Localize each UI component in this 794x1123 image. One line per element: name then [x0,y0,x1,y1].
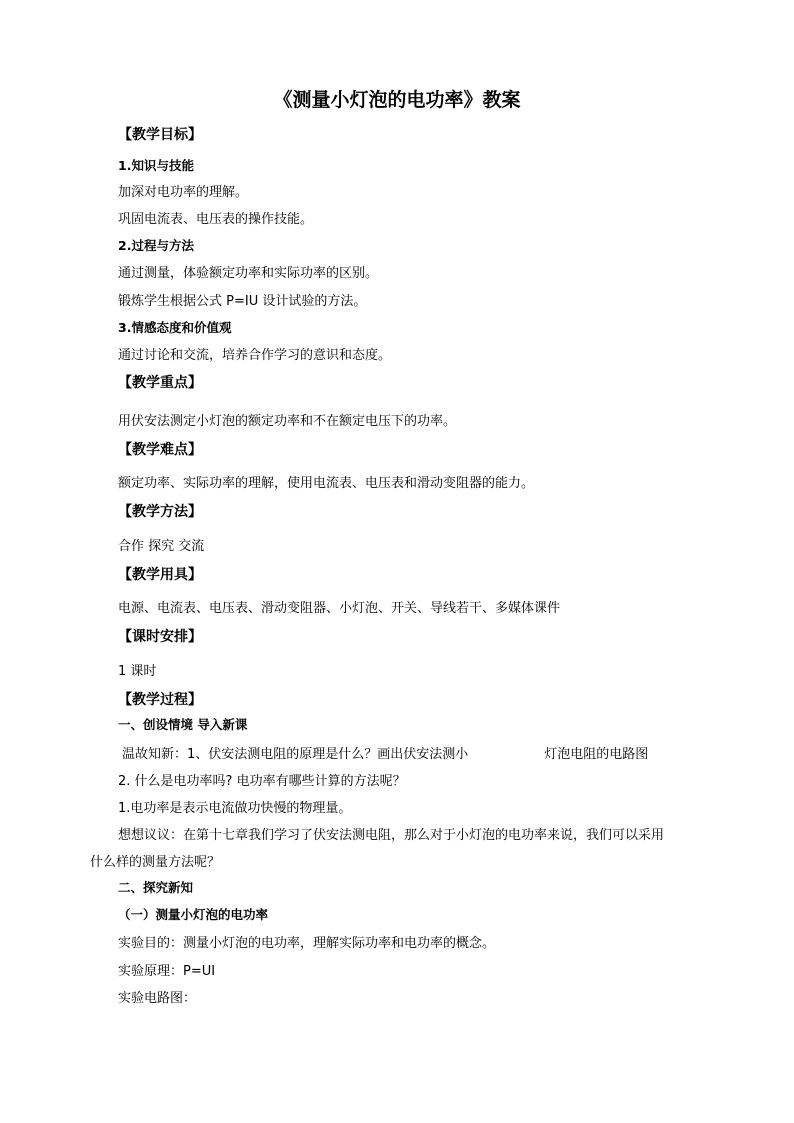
document-title: 《测量小灯泡的电功率》教案 [273,89,521,111]
tools-heading: 【教学用具】 [118,567,202,583]
experiment-circuit: 实验电路图： [118,991,197,1006]
key-text: 用伏安法测定小灯泡的额定功率和不在额定电压下的功率。 [118,414,457,429]
goal2-title: 2.过程与方法 [118,238,194,253]
goal1-line2: 巩固电流表、电压表的操作技能。 [118,212,314,227]
goal2-line2: 锻炼学生根据公式 P=IU 设计试验的方法。 [118,294,367,309]
question-2: 2. 什么是电功率吗? 电功率有哪些计算的方法呢？ [118,774,406,789]
part2-title: 二、探究新知 [118,880,194,895]
review-text-b: 灯泡电阻的电路图 [544,747,649,762]
goal3-line1: 通过讨论和交流，培养合作学习的意识和态度。 [118,348,392,363]
experiment-principle: 实验原理：P=UI [118,964,216,979]
think-line-2: 什么样的测量方法呢？ [90,855,221,870]
method-heading: 【教学方法】 [118,504,202,520]
goal1-line1: 加深对电功率的理解。 [118,185,249,200]
part2-subtitle: （一）测量小灯泡的电功率 [118,907,269,922]
goals-heading: 【教学目标】 [118,127,202,143]
key-heading: 【教学重点】 [118,375,202,391]
review-text-a: 温故知新：1、伏安法测电阻的原理是什么？画出伏安法测小 [122,747,469,762]
goal1-title: 1.知识与技能 [118,158,194,173]
experiment-purpose: 实验目的：测量小灯泡的电功率，理解实际功率和电功率的概念。 [118,936,496,951]
goal2-line1: 通过测量，体验额定功率和实际功率的区别。 [118,266,379,281]
part1-title: 一、创设情境 导入新课 [118,717,248,732]
method-text: 合作 探究 交流 [118,539,205,554]
process-heading: 【教学过程】 [118,692,202,708]
schedule-heading: 【课时安排】 [118,629,202,645]
think-line-1: 想想议议：在第十七章我们学习了伏安法测电阻，那么对于小灯泡的电功率来说，我们可以采用 [118,828,665,843]
definition-1: 1.电功率是表示电流做功快慢的物理量。 [118,801,352,816]
schedule-text: 1 课时 [118,664,157,679]
difficulty-text: 额定功率、实际功率的理解，使用电流表、电压表和滑动变阻器的能力。 [118,476,535,491]
tools-text: 电源、电流表、电压表、滑动变阻器、小灯泡、开关、导线若干、多媒体课件 [118,601,561,616]
review-question [122,743,648,762]
goal3-title: 3.情感态度和价值观 [118,320,232,335]
difficulty-heading: 【教学难点】 [118,442,202,458]
